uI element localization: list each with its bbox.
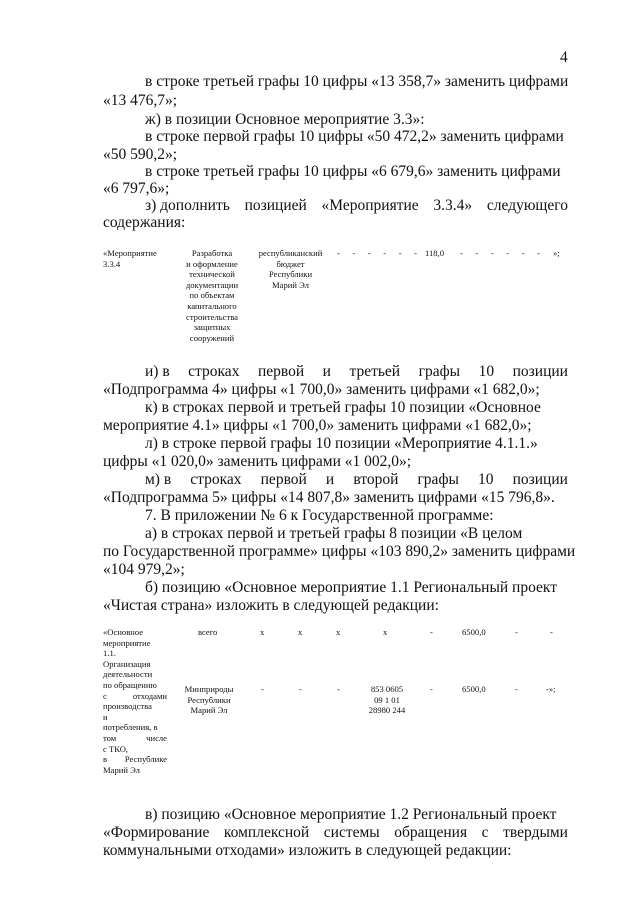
paragraph-line: м) в строках первой и второй графы 10 позиции xyxy=(145,471,568,488)
table-cell: - xyxy=(337,684,340,694)
table-cell: -»; xyxy=(546,684,556,694)
paragraph-line: в) позицию «Основное мероприятие 1.2 Региональный проект xyxy=(145,806,557,823)
table-cell: - xyxy=(550,627,553,637)
paragraph-line: в строке третьей графы 10 цифры «13 358,7» заменить цифрами xyxy=(145,73,569,90)
paragraph-line: 7. В приложении № 6 к Государственной программе: xyxy=(145,507,494,524)
table-end: »; xyxy=(553,248,560,258)
paragraph-line: мероприятие 4.1» цифры «1 700,0» заменить цифрами «1 682,0»; xyxy=(103,417,532,434)
paragraph-line: коммунальными отходами» изложить в следующей редакции: xyxy=(103,842,512,859)
paragraph-line: л) в строке первой графы 10 позиции «Мероприятие 4.1.1.» xyxy=(145,435,538,452)
paragraph-line: а) в строках первой и третьей графы 8 позиции «В целом xyxy=(145,525,523,542)
table-cell: всего xyxy=(198,627,218,637)
paragraph-line: з) дополнить позицией «Мероприятие 3.3.4» следующего xyxy=(145,197,568,214)
table-cell: 853 0605 09 1 01 28980 244 xyxy=(368,684,406,716)
table-cell: х xyxy=(336,627,341,637)
paragraph-line: «13 476,7»; xyxy=(103,92,178,109)
paragraph-line: «Подпрограмма 5» цифры «14 807,8» заменить цифрами «15 796,8». xyxy=(103,489,555,506)
table-cell: х xyxy=(260,627,265,637)
table-cell: - xyxy=(515,627,518,637)
table-cell: Минприроды Республики Марий Эл xyxy=(184,684,234,716)
page-number: 4 xyxy=(560,49,568,66)
paragraph-line: «50 590,2»; xyxy=(103,146,178,163)
table-dashes: - - - - - - xyxy=(460,248,540,258)
table-cell: - xyxy=(299,684,302,694)
table-cell: - xyxy=(430,684,433,694)
paragraph-line: по Государственной программе» цифры «103 890,2» заменить цифрами xyxy=(103,543,576,560)
paragraph-line: ж) в позиции Основное мероприятие 3.3»: xyxy=(145,111,425,128)
paragraph-line: в строке первой графы 10 цифры «50 472,2» заменить цифрами xyxy=(145,128,564,145)
paragraph-line: в строке третьей графы 10 цифры «6 679,6» заменить цифрами xyxy=(145,163,561,180)
table-dashes: - - - - - - xyxy=(337,248,417,258)
table-cell: 6500,0 xyxy=(462,627,486,637)
paragraph-line: «Подпрограмма 4» цифры «1 700,0» заменить цифрами «1 682,0»; xyxy=(103,381,540,398)
table-cell: республиканский бюджет Республики Марий Эл xyxy=(258,248,323,290)
paragraph-line: содержания: xyxy=(103,214,186,231)
paragraph-line: «104 979,2»; xyxy=(103,561,185,578)
table-cell: х xyxy=(298,627,303,637)
paragraph-line: «Чистая страна» изложить в следующей редакции: xyxy=(103,597,439,614)
table-cell: «Мероприятие 3.3.4 xyxy=(103,248,157,269)
paragraph-line: цифры «1 020,0» заменить цифрами «1 002,0»; xyxy=(103,453,412,470)
table-cell: х xyxy=(383,627,388,637)
table-cell: 6500,0 xyxy=(462,684,486,694)
paragraph-line: «6 797,6»; xyxy=(103,180,170,197)
table-cell: - xyxy=(261,684,264,694)
paragraph-line: к) в строках первой и третьей графы 10 позиции «Основное xyxy=(145,399,541,416)
paragraph-line: и) в строках первой и третьей графы 10 позиции xyxy=(145,363,568,380)
paragraph-line: «Формирование комплексной системы обращения с твердыми xyxy=(103,824,568,841)
table-value: 118,0 xyxy=(425,248,445,258)
table-cell: - xyxy=(515,684,518,694)
paragraph-line: б) позицию «Основное мероприятие 1.1 Региональный проект xyxy=(145,579,557,596)
table-cell: Разработка и оформление технической документации по объектам капитального строительства защитных сооружений xyxy=(185,248,239,343)
table-cell: «Основное мероприятие 1.1. Организация деятельности по обращению с отходами производства и потребления, в том числе с ТКО, в Республике Марий Эл xyxy=(103,627,167,775)
table-cell: - xyxy=(430,627,433,637)
